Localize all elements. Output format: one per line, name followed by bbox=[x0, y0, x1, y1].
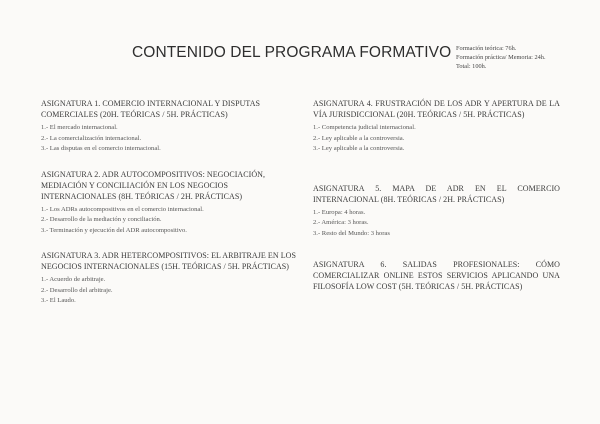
total-hours: Total: 100h. bbox=[456, 63, 487, 70]
subject-3 bbox=[41, 250, 299, 307]
subject-4 bbox=[313, 98, 560, 155]
subject-item: 1.- Acuerdo de arbitraje. bbox=[41, 276, 106, 283]
hours-summary bbox=[456, 44, 546, 71]
subject-item: 2.- Desarrollo del arbitraje. bbox=[41, 286, 113, 294]
subject-item: 2.- Desarrollo de la mediación y conciliación. bbox=[41, 216, 162, 223]
theory-hours: Formación teórica: 76h. bbox=[456, 45, 517, 52]
subject-item: 3.- Terminación y ejecución del ADR autocompositivo. bbox=[41, 226, 187, 234]
subject-item: 3.- El Laudo. bbox=[41, 297, 76, 304]
subject-item: 1.- El mercado internacional. bbox=[41, 124, 118, 131]
subject-2 bbox=[41, 169, 299, 237]
practice-hours: Formación práctica/ Memoria: 24h. bbox=[456, 54, 546, 61]
subject-item: 1.- Los ADRs autocompositivos en el comercio internacional. bbox=[41, 205, 204, 213]
subject-title: ASIGNATURA 1. COMERCIO INTERNACIONAL Y DISPUTAS COMERCIALES (20H. TEÓRICAS / 5H. PRÁCTICAS) bbox=[41, 99, 261, 119]
subject-item: 3.- Las disputas en el comercio internacional. bbox=[41, 145, 161, 152]
subject-item: 2.- América: 3 horas. bbox=[313, 219, 369, 226]
subject-title: ASIGNATURA 2. ADR AUTOCOMPOSITIVOS: NEGOCIACIÓN, MEDIACIÓN Y CONCILIACIÓN EN LOS NEGOCIOS INTERNACIONALES (8H. TEÓRICAS / 2H. PRÁCTICAS) bbox=[41, 169, 266, 201]
subject-1 bbox=[41, 98, 299, 155]
subject-5 bbox=[313, 183, 560, 240]
subject-item: 3.- Resto del Mundo: 3 horas bbox=[313, 229, 390, 237]
subject-title: ASIGNATURA 5. MAPA DE ADR EN EL COMERCIO INTERNACIONAL (8H. TEÓRICAS / 2H. PRÁCTICAS) bbox=[313, 183, 560, 204]
subject-item: 3.- Ley aplicable a la controversia. bbox=[313, 145, 405, 152]
subject-title: ASIGNATURA 6. SALIDAS PROFESIONALES: CÓMO COMERCIALIZAR ONLINE ESTOS SERVICIOS APLICANDO UNA FILOSOFÍA LOW COST (5H. TEÓRICAS / 5H. PRÁCTICAS) bbox=[313, 260, 560, 291]
left-column bbox=[41, 98, 299, 321]
subject-item: 1.- Competencia judicial internacional. bbox=[313, 124, 416, 131]
subject-item: 1.- Europa: 4 horas. bbox=[313, 208, 366, 216]
subject-item: 2.- La comercialización internacional. bbox=[41, 134, 142, 142]
subject-title: ASIGNATURA 4. FRUSTRACIÓN DE LOS ADR Y APERTURA DE LA VÍA JURISDICCIONAL (20H. TEÓRICAS / 5H. PRÁCTICAS) bbox=[313, 99, 560, 119]
subject-6 bbox=[313, 259, 560, 292]
subject-item: 2.- Ley aplicable a la controversia. bbox=[313, 134, 405, 142]
subject-title: ASIGNATURA 3. ADR HETERCOMPOSITIVOS: EL ARBITRAJE EN LOS NEGOCIOS INTERNACIONALES (15H. TEÓRICAS / 5H. PRÁCTICAS) bbox=[41, 251, 296, 271]
page-title: CONTENIDO DEL PROGRAMA FORMATIVO bbox=[132, 44, 452, 61]
right-column bbox=[313, 98, 560, 306]
